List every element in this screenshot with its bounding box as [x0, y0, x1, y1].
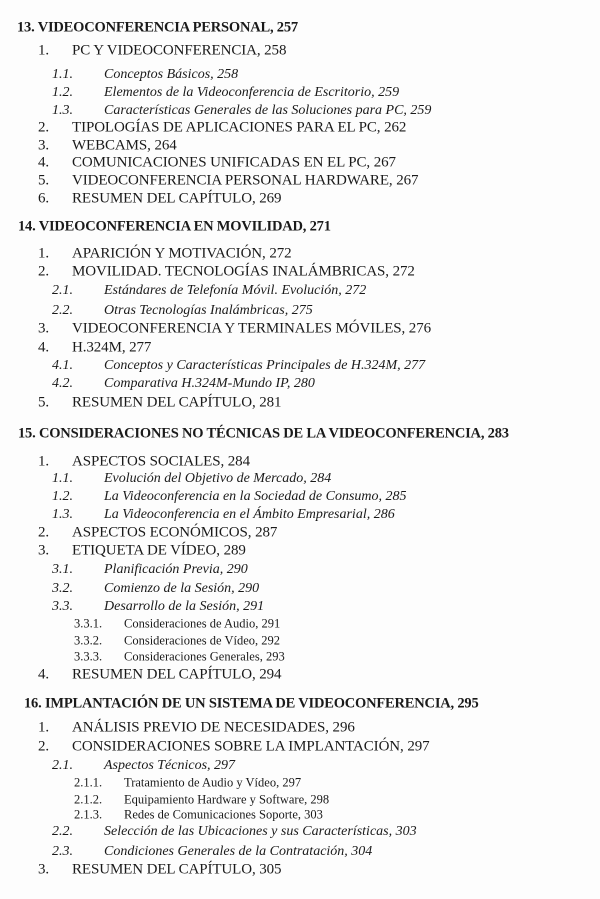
toc-entry-level-2	[52, 376, 315, 392]
entry-number: 4.2.	[52, 376, 73, 391]
entry-title: RESUMEN DEL CAPÍTULO, 281	[72, 394, 282, 411]
entry-title: COMUNICACIONES UNIFICADAS EN EL PC, 267	[72, 154, 396, 171]
entry-number: 3.1.	[52, 562, 73, 577]
entry-title: La Videoconferencia en el Ámbito Empresarial, 286	[104, 507, 395, 522]
toc-entry-level-3	[74, 808, 323, 823]
entry-number: 2.	[38, 524, 50, 541]
entry-number: 1.3.	[52, 507, 73, 522]
toc-entry-level-1	[38, 191, 281, 208]
toc-entry-level-1	[38, 138, 177, 155]
toc-entry-level-1	[38, 43, 286, 60]
chapter-heading: 15. CONSIDERACIONES NO TÉCNICAS DE LA VIDEOCONFERENCIA, 283	[18, 425, 509, 442]
entry-number: 2.1.3.	[74, 807, 103, 822]
toc-entry-level-2	[52, 581, 259, 597]
toc-entry-level-2	[52, 489, 407, 505]
entry-number: 2.1.1.	[74, 775, 103, 790]
entry-number: 1.	[38, 719, 50, 736]
entry-number: 3.3.2.	[74, 633, 103, 648]
entry-title: CONSIDERACIONES SOBRE LA IMPLANTACIÓN, 297	[72, 738, 430, 755]
entry-number: 3.2.	[52, 581, 73, 596]
entry-number: 1.1.	[52, 67, 73, 82]
entry-number: 2.2.	[52, 303, 73, 318]
entry-title: Redes de Comunicaciones Soporte, 303	[124, 807, 323, 822]
toc-entry-level-2	[52, 358, 425, 374]
toc-entry-level-1	[38, 340, 151, 357]
entry-number: 4.	[38, 154, 50, 171]
entry-title: TIPOLOGÍAS DE APLICACIONES PARA EL PC, 262	[72, 119, 407, 136]
entry-title: Conceptos y Características Principales de H.324M, 277	[104, 358, 426, 373]
entry-title: APARICIÓN Y MOTIVACIÓN, 272	[72, 245, 292, 262]
entry-number: 3.	[38, 861, 50, 878]
entry-title: Evolución del Objetivo de Mercado, 284	[104, 471, 332, 486]
toc-entry-level-2	[52, 103, 431, 119]
entry-title: VIDEOCONFERENCIA PERSONAL HARDWARE, 267	[72, 172, 419, 189]
entry-number: 2.	[38, 263, 50, 280]
toc-entry-level-2	[52, 844, 372, 860]
entry-number: 1.2.	[52, 85, 73, 100]
toc-entry-level-1	[38, 862, 281, 879]
entry-title: Comienzo de la Sesión, 290	[104, 581, 260, 596]
entry-title: Características Generales de las Soluciones para PC, 259	[104, 103, 432, 118]
toc-entry-level-2	[52, 599, 264, 615]
entry-number: 3.3.1.	[74, 616, 103, 631]
toc-entry-level-1	[38, 173, 418, 190]
entry-title: Comparativa H.324M-Mundo IP, 280	[104, 376, 315, 391]
entry-number: 1.3.	[52, 103, 73, 118]
entry-title: Equipamiento Hardware y Software, 298	[124, 792, 330, 807]
entry-number: 1.1.	[52, 471, 73, 486]
entry-number: 5.	[38, 394, 50, 411]
entry-title: Conceptos Básicos, 258	[104, 67, 239, 82]
entry-title: Consideraciones de Vídeo, 292	[124, 633, 280, 648]
toc-entry-level-3	[74, 634, 280, 649]
toc-entry-level-1	[38, 321, 431, 338]
chapter-heading: 14. VIDEOCONFERENCIA EN MOVILIDAD, 271	[18, 218, 331, 235]
entry-number: 3.	[38, 542, 50, 559]
toc-entry-level-3	[74, 776, 301, 791]
toc-entry-level-3	[74, 650, 285, 665]
entry-title: Planificación Previa, 290	[104, 562, 248, 577]
entry-title: WEBCAMS, 264	[72, 137, 177, 154]
entry-number: 6.	[38, 190, 50, 207]
toc-entry-level-2	[52, 507, 395, 523]
toc-entry-level-2	[52, 758, 235, 774]
toc-entry-level-2	[52, 303, 313, 319]
entry-number: 2.1.2.	[74, 792, 103, 807]
entry-title: La Videoconferencia en la Sociedad de Consumo, 285	[104, 489, 407, 504]
toc-entry-level-1	[38, 739, 430, 756]
entry-title: ETIQUETA DE VÍDEO, 289	[72, 542, 246, 559]
entry-number: 1.	[38, 42, 50, 59]
entry-title: Consideraciones de Audio, 291	[124, 616, 281, 631]
entry-number: 2.	[38, 119, 50, 136]
toc-entry-level-1	[38, 395, 281, 412]
toc-entry-level-1	[38, 720, 355, 737]
entry-title: ASPECTOS ECONÓMICOS, 287	[72, 524, 278, 541]
entry-title: Selección de las Ubicaciones y sus Características, 303	[104, 824, 417, 839]
entry-title: H.324M, 277	[72, 339, 152, 356]
toc-entry-level-3	[74, 617, 280, 632]
entry-number: 2.2.	[52, 824, 73, 839]
entry-number: 2.1.	[52, 758, 73, 773]
entry-number: 4.	[38, 339, 50, 356]
entry-title: ASPECTOS SOCIALES, 284	[72, 453, 250, 470]
toc-entry-level-1	[38, 525, 277, 542]
toc-entry-level-1	[38, 543, 246, 560]
toc-entry-level-1	[38, 155, 396, 172]
entry-number: 2.	[38, 738, 50, 755]
toc-entry-level-2	[52, 283, 366, 299]
entry-number: 3.3.	[52, 599, 73, 614]
entry-number: 2.3.	[52, 844, 73, 859]
entry-title: RESUMEN DEL CAPÍTULO, 269	[72, 190, 282, 207]
entry-title: RESUMEN DEL CAPÍTULO, 294	[72, 666, 282, 683]
entry-number: 4.1.	[52, 358, 73, 373]
entry-title: RESUMEN DEL CAPÍTULO, 305	[72, 861, 282, 878]
entry-title: PC Y VIDEOCONFERENCIA, 258	[72, 42, 287, 59]
toc-entry-level-2	[52, 67, 238, 83]
toc-entry-level-1	[38, 264, 415, 281]
chapter-heading: 16. IMPLANTACIÓN DE UN SISTEMA DE VIDEOCONFERENCIA, 295	[24, 695, 479, 712]
entry-number: 5.	[38, 172, 50, 189]
entry-title: MOVILIDAD. TECNOLOGÍAS INALÁMBRICAS, 272	[72, 263, 415, 280]
entry-title: ANÁLISIS PREVIO DE NECESIDADES, 296	[72, 719, 355, 736]
entry-title: Consideraciones Generales, 293	[124, 649, 285, 664]
toc-entry-level-1	[38, 246, 292, 263]
entry-title: Desarrollo de la Sesión, 291	[104, 599, 265, 614]
toc-entry-level-2	[52, 471, 331, 487]
entry-title: Estándares de Telefonía Móvil. Evolución, 272	[104, 283, 367, 298]
entry-title: Condiciones Generales de la Contratación, 304	[104, 844, 373, 859]
entry-number: 1.	[38, 453, 50, 470]
entry-number: 3.	[38, 137, 50, 154]
entry-number: 1.	[38, 245, 50, 262]
toc-entry-level-2	[52, 824, 417, 840]
entry-number: 1.2.	[52, 489, 73, 504]
toc-entry-level-2	[52, 562, 248, 578]
entry-title: Otras Tecnologías Inalámbricas, 275	[104, 303, 313, 318]
entry-title: Elementos de la Videoconferencia de Escritorio, 259	[104, 85, 400, 100]
entry-number: 2.1.	[52, 283, 73, 298]
entry-number: 3.	[38, 320, 50, 337]
toc-entry-level-2	[52, 85, 399, 101]
toc-entry-level-3	[74, 793, 329, 808]
toc-entry-level-1	[38, 120, 406, 137]
entry-number: 3.3.3.	[74, 649, 103, 664]
toc-entry-level-1	[38, 667, 281, 684]
entry-number: 4.	[38, 666, 50, 683]
chapter-heading: 13. VIDEOCONFERENCIA PERSONAL, 257	[17, 19, 298, 36]
entry-title: Aspectos Técnicos, 297	[104, 758, 236, 773]
entry-title: VIDEOCONFERENCIA Y TERMINALES MÓVILES, 276	[72, 320, 431, 337]
entry-title: Tratamiento de Audio y Vídeo, 297	[124, 775, 302, 790]
toc-entry-level-1	[38, 454, 250, 471]
